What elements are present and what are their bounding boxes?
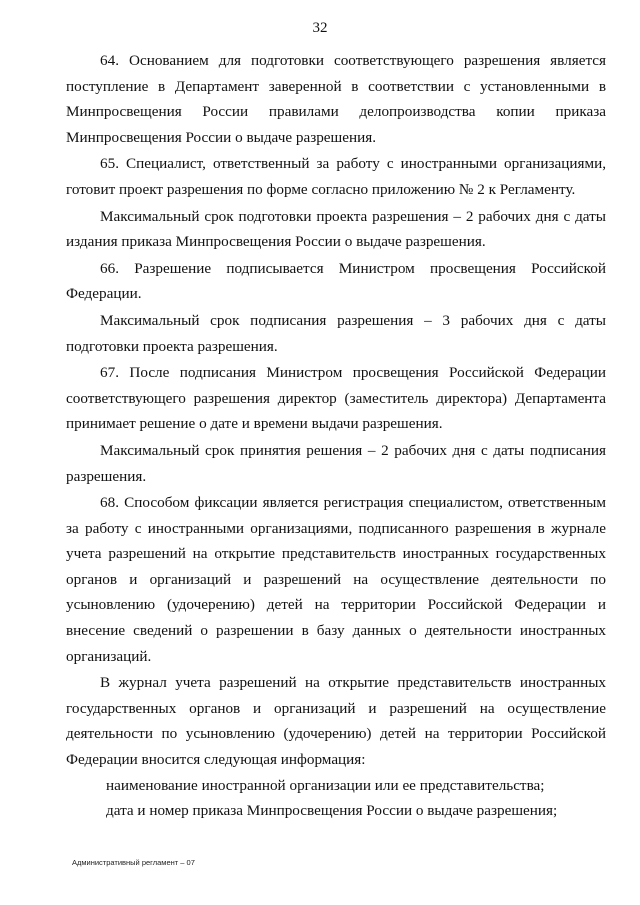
paragraph-65-deadline: Максимальный срок подготовки проекта разрешения – 2 рабочих дня с даты издания приказа Минпросвещения России о выдаче разрешения. (66, 207, 606, 251)
paragraph-66-deadline: Максимальный срок подписания разрешения – 3 рабочих дня с даты подготовки проекта разрешения. (66, 311, 606, 355)
footer-label: Административный регламент – 07 (72, 858, 195, 867)
paragraph-66: 66. Разрешение подписывается Министром просвещения Российской Федерации. (66, 259, 606, 303)
paragraph-67-deadline: Максимальный срок принятия решения – 2 рабочих дня с даты подписания разрешения. (66, 441, 606, 485)
document-body (66, 48, 606, 824)
paragraph-67: 67. После подписания Министром просвещения Российской Федерации соответствующего разрешения директор (заместитель директора) Департамента принимает решение о дате и времени выдачи разрешения. (66, 364, 606, 433)
paragraph-65: 65. Специалист, ответственный за работу с иностранными организациями, готовит проект разрешения по форме согласно приложению № 2 к Регламенту. (66, 155, 606, 198)
paragraph-journal-info: В журнал учета разрешений на открытие представительств иностранных государственных органов и организаций и разрешений на осуществление деятельности по усыновлению (удочерению) детей на территории Российской Федерации вносится следующая информация: (66, 674, 606, 769)
paragraph-64: 64. Основанием для подготовки соответствующего разрешения является поступление в Департамент заверенной в соответствии с установленными в Минпросвещения России правилами делопроизводства копии приказа Минпросвещения России о выдаче разрешения. (66, 52, 606, 146)
page-number: 32 (312, 20, 328, 36)
list-item: наименование иностранной организации или ее представительства; (106, 776, 545, 794)
paragraph-68: 68. Способом фиксации является регистрация специалистом, ответственным за работу с иностранными организациями, подписанного разрешения в журнале учета разрешений на открытие представительств иностранных государственных органов и организаций и разрешений на осуществление деятельности по усыновлению (удочерению) детей на территории Российской Федерации и внесение сведений о разрешении в базу данных о деятельности иностранных организаций. (66, 494, 606, 665)
list-item: дата и номер приказа Минпросвещения России о выдаче разрешения; (106, 802, 558, 820)
